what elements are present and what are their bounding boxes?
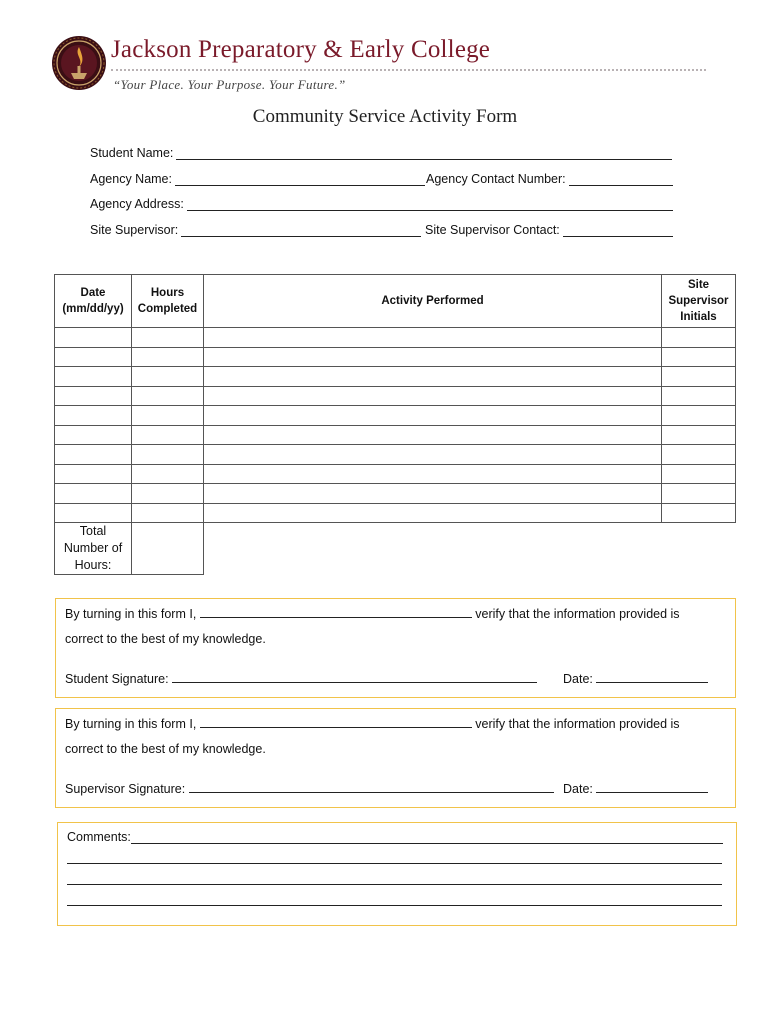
site-supervisor-label: Site Supervisor:: [90, 223, 179, 237]
student-name-input[interactable]: [176, 148, 672, 160]
site-supervisor-field[interactable]: [90, 223, 421, 237]
empty-cell: [204, 523, 662, 575]
verification-text-end: verify that the information provided is: [475, 607, 680, 621]
comments-label: Comments:: [67, 830, 131, 844]
activity-column-header: Activity Performed: [204, 275, 662, 328]
site-supervisor-contact-field[interactable]: [425, 223, 673, 237]
verification-text-end: verify that the information provided is: [475, 717, 680, 731]
agency-contact-field[interactable]: [426, 172, 673, 186]
student-name-label: Student Name:: [90, 146, 174, 160]
agency-name-label: Agency Name:: [90, 172, 172, 186]
total-hours-cell[interactable]: [132, 523, 204, 575]
supervisor-date-input[interactable]: [596, 781, 708, 793]
student-date-label: Date:: [563, 672, 593, 686]
site-supervisor-contact-input[interactable]: [563, 225, 673, 237]
initials-cell[interactable]: [662, 367, 736, 387]
total-label-line: Total: [79, 524, 107, 538]
hours-cell[interactable]: [132, 367, 204, 387]
hours-cell[interactable]: [132, 503, 204, 523]
hours-cell[interactable]: [132, 484, 204, 504]
supervisor-signature-input[interactable]: [189, 781, 554, 793]
supervisor-signature-label: Supervisor Signature:: [65, 782, 186, 796]
date-cell[interactable]: [55, 503, 132, 523]
agency-name-field[interactable]: [90, 172, 425, 186]
total-hours-label: [55, 523, 132, 575]
supervisor-date-field[interactable]: [563, 781, 708, 796]
activity-cell[interactable]: [204, 347, 662, 367]
comment-line[interactable]: [67, 863, 722, 864]
date-cell[interactable]: [55, 464, 132, 484]
total-label-line: Number of: [63, 541, 123, 555]
date-cell[interactable]: [55, 406, 132, 426]
date-cell[interactable]: [55, 367, 132, 387]
initials-cell[interactable]: [662, 464, 736, 484]
initials-cell[interactable]: [662, 503, 736, 523]
table-row: [55, 445, 736, 465]
date-cell[interactable]: [55, 425, 132, 445]
total-label-line: Hours:: [74, 558, 112, 572]
activity-log-table: [54, 274, 736, 575]
student-knowledge-text: correct to the best of my knowledge.: [65, 632, 266, 646]
supervisor-verification-box: [55, 708, 736, 808]
student-signature-input[interactable]: [172, 671, 537, 683]
hours-sub-label: Completed: [137, 303, 198, 315]
initials-cell[interactable]: [662, 406, 736, 426]
date-header-label: Date: [80, 287, 106, 299]
table-row: [55, 367, 736, 387]
table-row: [55, 328, 736, 348]
comment-line[interactable]: [67, 905, 722, 906]
student-verification-box: [55, 598, 736, 698]
initials-cell[interactable]: [662, 328, 736, 348]
hours-cell[interactable]: [132, 386, 204, 406]
initials-cell[interactable]: [662, 425, 736, 445]
table-row: [55, 406, 736, 426]
empty-cell: [662, 523, 736, 575]
verification-text-start: By turning in this form I,: [65, 717, 197, 731]
supervisor-signature-field[interactable]: [65, 781, 554, 796]
student-date-field[interactable]: [563, 671, 708, 686]
agency-address-input[interactable]: [187, 199, 673, 211]
comments-input[interactable]: [131, 832, 723, 844]
table-row: [55, 347, 736, 367]
date-column-header: [55, 275, 132, 328]
table-row: [55, 386, 736, 406]
activity-cell[interactable]: [204, 445, 662, 465]
student-date-input[interactable]: [596, 671, 708, 683]
date-cell[interactable]: [55, 328, 132, 348]
verification-text-start: By turning in this form I,: [65, 607, 197, 621]
table-row: [55, 464, 736, 484]
hours-column-header: [132, 275, 204, 328]
activity-cell[interactable]: [204, 406, 662, 426]
initials-cell[interactable]: [662, 484, 736, 504]
activity-cell[interactable]: [204, 328, 662, 348]
agency-contact-input[interactable]: [569, 174, 673, 186]
student-verification-line: [65, 606, 680, 621]
agency-address-field[interactable]: [90, 197, 673, 211]
table-row: [55, 425, 736, 445]
total-row: [55, 523, 736, 575]
date-cell[interactable]: [55, 445, 132, 465]
date-cell[interactable]: [55, 347, 132, 367]
student-name-verify-input[interactable]: [200, 606, 472, 618]
header-divider: [111, 69, 706, 71]
student-signature-field[interactable]: [65, 671, 537, 686]
agency-address-label: Agency Address:: [90, 197, 184, 211]
table-header-row: [55, 275, 736, 328]
supervisor-verification-line: [65, 716, 680, 731]
school-name: Jackson Preparatory & Early College: [111, 36, 491, 63]
initials-header-line: Initials: [680, 311, 717, 323]
comments-box: [57, 822, 737, 926]
activity-cell[interactable]: [204, 503, 662, 523]
supervisor-knowledge-text: correct to the best of my knowledge.: [65, 742, 266, 756]
activity-cell[interactable]: [204, 425, 662, 445]
date-cell[interactable]: [55, 484, 132, 504]
comment-line[interactable]: [67, 884, 722, 885]
table-row: [55, 484, 736, 504]
hours-header-label: Hours: [150, 287, 185, 299]
hours-cell[interactable]: [132, 347, 204, 367]
hours-cell[interactable]: [132, 328, 204, 348]
comments-field[interactable]: [67, 830, 723, 844]
initials-column-header: [662, 275, 736, 328]
school-seal-icon: [51, 35, 107, 91]
hours-cell[interactable]: [132, 445, 204, 465]
school-tagline: “Your Place. Your Purpose. Your Future.”: [113, 77, 346, 92]
initials-header-line: Site: [687, 279, 710, 291]
initials-cell[interactable]: [662, 445, 736, 465]
initials-cell[interactable]: [662, 386, 736, 406]
site-supervisor-contact-label: Site Supervisor Contact:: [425, 223, 560, 237]
date-format-label: (mm/dd/yy): [62, 303, 124, 315]
student-signature-label: Student Signature:: [65, 672, 169, 686]
site-supervisor-input[interactable]: [181, 225, 421, 237]
activity-cell[interactable]: [204, 464, 662, 484]
initials-cell[interactable]: [662, 347, 736, 367]
date-cell[interactable]: [55, 386, 132, 406]
hours-cell[interactable]: [132, 406, 204, 426]
table-row: [55, 503, 736, 523]
supervisor-name-verify-input[interactable]: [200, 716, 472, 728]
supervisor-date-label: Date:: [563, 782, 593, 796]
student-name-field[interactable]: [90, 146, 672, 160]
hours-cell[interactable]: [132, 464, 204, 484]
activity-cell[interactable]: [204, 484, 662, 504]
hours-cell[interactable]: [132, 425, 204, 445]
activity-cell[interactable]: [204, 386, 662, 406]
agency-name-input[interactable]: [175, 174, 425, 186]
initials-header-line: Supervisor: [668, 295, 729, 307]
form-title: Community Service Activity Form: [252, 106, 518, 127]
agency-contact-label: Agency Contact Number:: [426, 172, 566, 186]
activity-cell[interactable]: [204, 367, 662, 387]
